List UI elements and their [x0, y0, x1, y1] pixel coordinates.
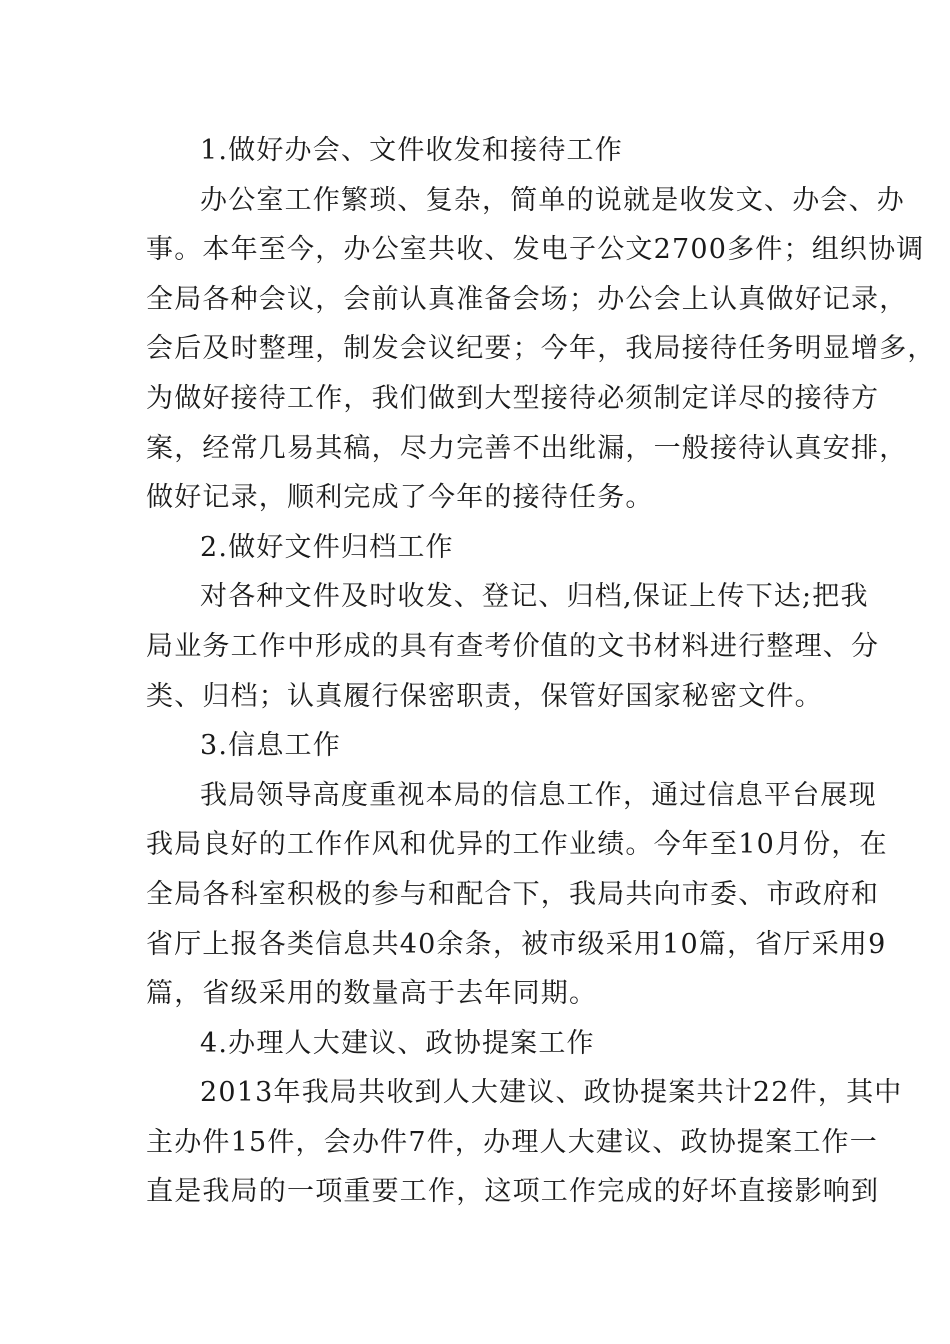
section-3-line: 篇，省级采用的数量高于去年同期。	[146, 978, 598, 1010]
section-3-line: 全局各科室积极的参与和配合下，我局共向市委、市政府和	[146, 878, 880, 910]
section-2-heading: 2.做好文件归档工作	[200, 531, 454, 563]
section-4-line: 直是我局的一项重要工作，这项工作完成的好坏直接影响到	[146, 1176, 880, 1208]
section-1-line: 会后及时整理，制发会议纪要；今年，我局接待任务明显增多，	[146, 333, 936, 365]
section-3-heading: 3.信息工作	[200, 730, 341, 762]
section-1-line: 案，经常几易其稿，尽力完善不出纰漏，一般接待认真安排，	[146, 432, 908, 464]
section-1-line: 办公室工作繁琐、复杂，简单的说就是收发文、办会、办	[200, 184, 905, 216]
section-4-heading: 4.办理人大建议、政协提案工作	[200, 1027, 595, 1059]
section-1-line: 做好记录，顺利完成了今年的接待任务。	[146, 482, 654, 514]
section-4-line: 主办件15件，会办件7件，办理人大建议、政协提案工作一	[146, 1126, 878, 1158]
section-1-line: 为做好接待工作，我们做到大型接待必须制定详尽的接待方	[146, 382, 880, 414]
document-body	[146, 126, 936, 1217]
section-1-line: 事。本年至今，办公室共收、发电子公文2700多件；组织协调	[146, 234, 925, 266]
section-2-line: 类、归档；认真履行保密职责，保管好国家秘密文件。	[146, 680, 823, 712]
section-3-line: 我局良好的工作作风和优异的工作业绩。今年至10月份，在	[146, 829, 888, 861]
section-1-heading: 1.做好办会、文件收发和接待工作	[200, 135, 623, 166]
section-2-line: 对各种文件及时收发、登记、归档,保证上传下达;把我	[200, 581, 869, 613]
section-2-line: 局业务工作中形成的具有查考价值的文书材料进行整理、分	[146, 630, 880, 662]
section-4-line: 2013年我局共收到人大建议、政协提案共计22件，其中	[200, 1077, 903, 1109]
section-3-line: 省厅上报各类信息共40余条，被市级采用10篇，省厅采用9	[146, 928, 887, 960]
section-3-line: 我局领导高度重视本局的信息工作，通过信息平台展现	[200, 779, 877, 811]
section-1-line: 全局各种会议，会前认真准备会场；办公会上认真做好记录，	[146, 283, 908, 315]
